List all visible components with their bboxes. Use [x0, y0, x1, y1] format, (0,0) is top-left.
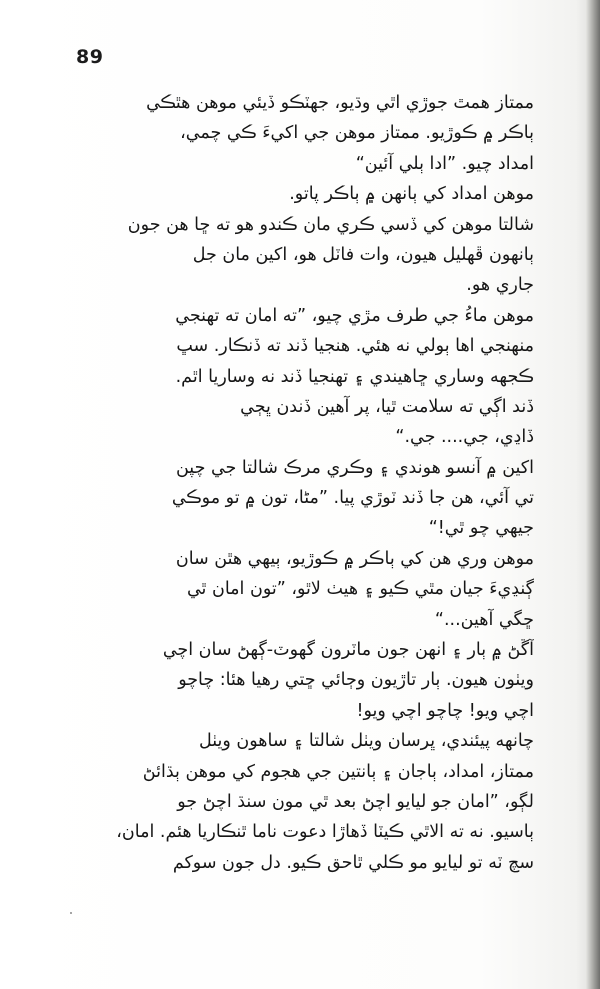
text-line: سچ ٽه تو ليايو مو ڪلي ٿاحق ڪيو. دل جون سوکم [172, 852, 534, 873]
body-text [72, 88, 534, 878]
text-line: ويٺون هيون. ٻار تاڙيون وڄائي ڇتي رهيا هئا: چاچو [178, 670, 534, 691]
text-line: چانهه پيئندي، ڀرسان ويٺل شالتا ۽ ساهون ويٺل [198, 731, 534, 752]
text-line: منهنجي اها ٻولي نه هئي. هنجيا ڏند ته ڏنڪار. سڀ [176, 336, 534, 357]
text-line: آڱڻ ۾ ٻار ۽ انهن جون ماٽرون گهوٽ-ڳهڻ سان اچي [162, 640, 534, 661]
text-line: امداد چيو. ”ادا ٻلي آئين“ [355, 153, 534, 174]
text-line: جيهي چو ٿي!“ [428, 518, 534, 539]
text-line: اکين ۾ آنسو هوندي ۽ وڪري مرڪ شالتا جي چپن [175, 457, 534, 478]
text-line: ڳنڍيءَ جيان مٿي ڪيو ۽ هيٺ لاٿو، ”تون امان ٿي [186, 579, 534, 600]
text-line: موهن امداد کي ٻانهن ۾ ٻاڪر پاتو. [289, 184, 534, 205]
text-line: اچي ويو! چاچو اچي ويو! [356, 700, 534, 721]
text-line: شالتا موهن کي ڏسي ڪري مان ڪندو هو ته ڇا هن جون [127, 214, 534, 235]
text-line: ڏند اڳي ته سلامت ٿيا، پر آهين ڏندن ڀڄي [240, 396, 534, 417]
paper-speck [70, 912, 72, 914]
text-line: لڳو، ”امان جو ليايو اچڻ بعد ٿي مون سنڌ اچڻ جو [177, 791, 534, 812]
text-line: ممتاز، امداد، ٻاجان ۽ ٻانتين جي هجوم کي موهن ٻڌائڻ [142, 761, 534, 782]
book-spine-shadow [586, 0, 600, 989]
text-line: جاري هو. [466, 275, 534, 296]
text-line: ڏاڍي، جي.... جي.“ [395, 427, 534, 448]
text-line: موهن ماءُ جي طرف مڙي چيو، ”ته امان ته تهنجي [175, 305, 534, 326]
text-line: ڇگي آهين...“ [434, 609, 534, 630]
text-line: ڪجهه وساري ڇاهيندي ۽ تهنجيا ڏند نه وساريا اٿم. [175, 366, 534, 387]
text-line: تي آئي، هن جا ڏند ٽوڙي پيا. ”مڻا، تون ۾ تو موڪي [171, 488, 534, 509]
text-line: موهن وري هن کي ٻاڪر ۾ ڪوڙيو، ٻيهي هٿن سان [175, 548, 534, 569]
page-number: 89 [76, 46, 104, 68]
text-line: ٻاڪر ۾ ڪوڙيو. ممتاز موهن جي اکيءَ ڪي چمي، [180, 123, 534, 144]
text-line: ممتاز همٿ جوڙي اٿي وڌيو، جهٽڪو ڏيئي موهن هٿڪي [146, 93, 534, 113]
text-line: ٻانهون ڦهليل هيون، وات فاٽل هو، اکين مان جل [192, 244, 534, 265]
text-line: ٻاسيو. نه ته الاٿي ڪيٽا ڏهاڙا دعوت ناما ٿنڪاريا هئم. امان، [116, 822, 534, 843]
